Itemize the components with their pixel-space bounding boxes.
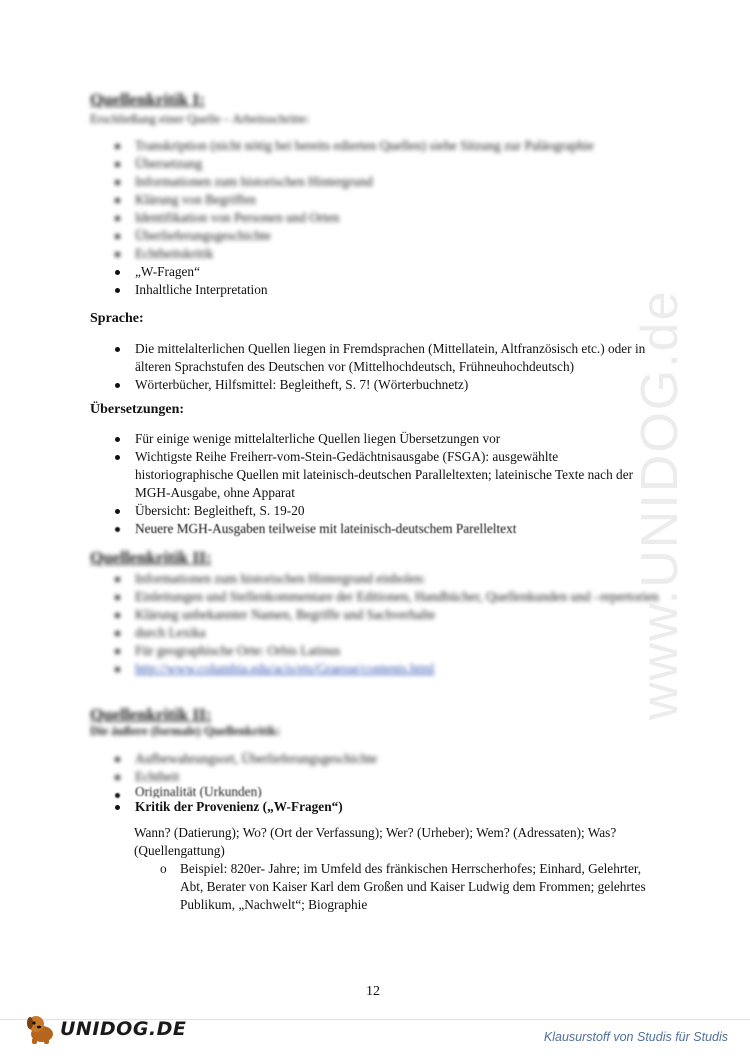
list-uebersetzungen: [114, 430, 659, 538]
list-item: Inhaltliche Interpretation: [114, 281, 659, 299]
list-item: Transkription (nicht nötig bei bereits edierten Quellen) siehe Sitzung zur Paläographie: [114, 137, 659, 155]
list-quellenkritik-2: [114, 570, 659, 678]
list-item: Neuere MGH-Ausgaben teilweise mit lateinisch-deutschem Parelleltext: [114, 520, 659, 538]
list-item: Übersicht: Begleitheft, S. 19-20: [114, 502, 659, 520]
list-item: Einleitungen und Stellenkommentare der Editionen, Handbücher, Quellenkunden und –repertorien: [114, 588, 659, 606]
list-item: Echtheitskritik: [114, 245, 659, 263]
section-title-uebersetzungen: Übersetzungen:: [90, 402, 185, 417]
list-item: Wichtigste Reihe Freiherr-vom-Stein-Gedächtnisausgabe (FSGA): ausgewählte historiographische Quellen mit lateinisch-deutschen Paralleltexten; lateinische Texte nach der MGH-Ausgabe, ohne Apparat: [114, 448, 659, 502]
list-item: Klärung unbekannter Namen, Begriffe und Sachverhalte: [114, 606, 659, 624]
watermark: www.UNIDOG.de: [631, 289, 689, 720]
list-sprache: [114, 340, 659, 394]
dog-mascot-icon: [24, 1012, 58, 1046]
page-number: 12: [366, 984, 380, 999]
kritik-provenienz-label: Kritik der Provenienz („W-Fragen“): [135, 799, 343, 814]
subheading-aeussere-kritik: Die äußere (formale) Quellenkritik:: [90, 724, 281, 738]
list-aeussere-kritik: [114, 750, 659, 816]
unidog-logo: [24, 1012, 186, 1046]
list-item: Wörterbücher, Hilfsmittel: Begleitheft, S. 7! (Wörterbuchnetz): [114, 376, 659, 394]
list-item: Informationen zum historischen Hintergrund: [114, 173, 659, 191]
list-item: Für geographische Orte: Orbis Latinus: [114, 642, 659, 660]
link[interactable]: http://www.columbia.edu/acis/ets/Graesse/contents.html: [135, 661, 435, 676]
heading-quellenkritik-2b: Quellenkritik II:: [90, 705, 212, 724]
sub-item-beispiel: [160, 860, 650, 914]
footer-tagline: Klausurstoff von Studis für Studis: [543, 1030, 728, 1044]
list-item: Übersetzung: [114, 155, 659, 173]
sub-bullet: o: [160, 861, 167, 876]
list-item: durch Lexika: [114, 624, 659, 642]
list-item[interactable]: [114, 660, 659, 678]
list-item: Klärung von Begriffen: [114, 191, 659, 209]
beispiel-text: Beispiel: 820er- Jahre; im Umfeld des fränkischen Herrscherhofes; Einhard, Gelehrter, Abt, Berater von Kaiser Karl dem Großen und Kaiser Ludwig dem Frommen; gelehrtes Publikum, „Nachwelt“; Biographie: [180, 861, 646, 912]
list-item: Identifikation von Personen und Orten: [114, 209, 659, 227]
kritik-provenienz-text: Wann? (Datierung); Wo? (Ort der Verfassung); Wer? (Urheber); Wem? (Adressaten); Was? (Quellengattung): [134, 825, 617, 858]
list-item: [114, 798, 659, 816]
section-title-sprache: Sprache:: [90, 311, 144, 326]
heading-quellenkritik-2: Quellenkritik II:: [90, 548, 212, 567]
list-item: Informationen zum historischen Hintergrund einholen:: [114, 570, 659, 588]
list-item: Für einige wenige mittelalterliche Quellen liegen Übersetzungen vor: [114, 430, 659, 448]
list-arbeitsschritte: [114, 137, 659, 299]
heading-quellenkritik-1: Quellenkritik I:: [90, 90, 205, 109]
list-item: Echtheit: [114, 768, 659, 786]
list-item: „W-Fragen“: [114, 263, 659, 281]
list-item: Die mittelalterlichen Quellen liegen in Fremdsprachen (Mittellatein, Altfranzösisch etc.) oder in älteren Sprachstufen des Deutschen vor (Mittelhochdeutsch, Frühneuhochdeutsch): [114, 340, 659, 376]
list-item: Aufbewahrungsort, Überlieferungsgeschichte: [114, 750, 659, 768]
logo-text: UNIDOG.DE: [60, 1018, 187, 1040]
list-item: Überlieferungsgeschichte: [114, 227, 659, 245]
subheading-arbeitsschritte: Erschließung einer Quelle – Arbeitsschritte:: [90, 112, 310, 126]
list-item: Originalität (Urkunden): [114, 786, 659, 798]
